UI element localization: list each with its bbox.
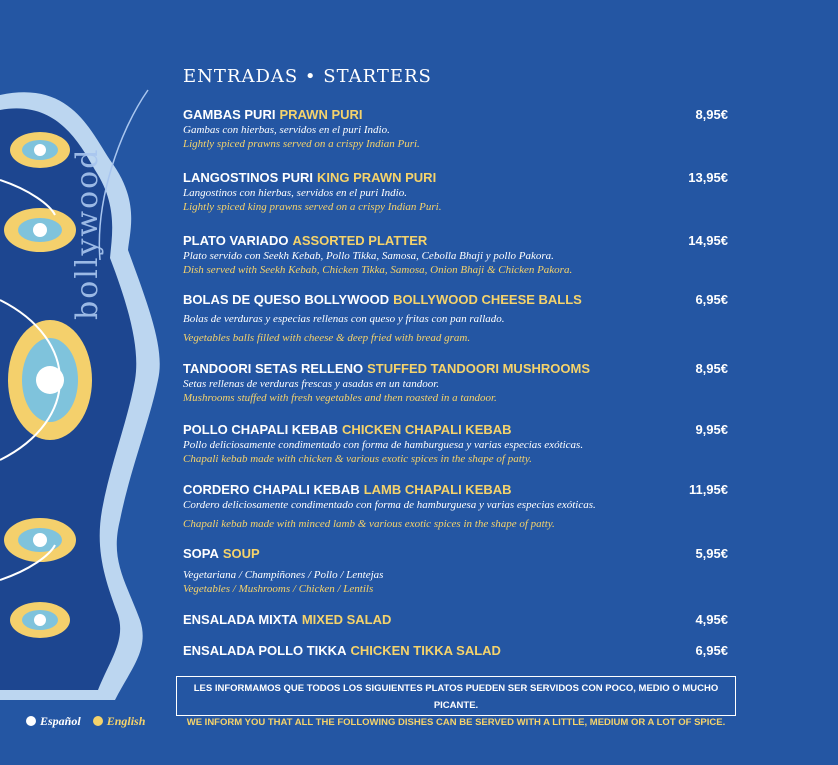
menu-item (183, 546, 728, 596)
item-desc-en: Chapali kebab made with minced lamb & various exotic spices in the shape of patty. (183, 518, 555, 530)
item-price: 13,95€ (688, 170, 728, 185)
item-price: 14,95€ (688, 233, 728, 248)
legend-spanish: Español (26, 714, 81, 729)
item-price: 9,95€ (695, 422, 728, 437)
notice-es: LES INFORMAMOS QUE TODOS LOS SIGUIENTES PLATOS PUEDEN SER SERVIDOS CON POCO, MEDIO O MUCHO PICANTE. (193, 683, 719, 711)
menu-item (183, 422, 728, 466)
item-desc-es: Cordero deliciosamente condimentado con forma de hamburguesa y varias especias exóticas. (183, 499, 596, 511)
item-desc-en: Lightly spiced king prawns served on a crispy Indian Puri. (183, 201, 442, 213)
item-desc-es: Bolas de verduras y especias rellenas con queso y fritas con pan rallado. (183, 313, 505, 325)
item-desc-es: Gambas con hierbas, servidos en el puri Indio. (183, 124, 390, 136)
item-price: 4,95€ (695, 612, 728, 627)
item-desc-es: Vegetariana / Champiñones / Pollo / Lentejas (183, 569, 384, 581)
item-name: PLATO VARIADO ASSORTED PLATTER (183, 233, 428, 248)
item-price: 6,95€ (695, 643, 728, 658)
mandala-ornament (0, 0, 170, 765)
item-desc-es: Langostinos con hierbas, servidos en el puri Indio. (183, 187, 407, 199)
item-desc-en: Vegetables / Mushrooms / Chicken / Lentils (183, 583, 374, 595)
item-desc-es: Pollo deliciosamente condimentado con forma de hamburguesa y varias especias exóticas. (183, 439, 584, 451)
menu-item (183, 292, 728, 345)
white-dot-icon (26, 716, 36, 726)
yellow-dot-icon (93, 716, 103, 726)
item-name: LANGOSTINOS PURI KING PRAWN PURI (183, 170, 437, 185)
item-name: ENSALADA POLLO TIKKA CHICKEN TIKKA SALAD (183, 643, 501, 658)
item-price: 11,95€ (688, 482, 728, 497)
notice-en: WE INFORM YOU THAT ALL THE FOLLOWING DISHES CAN BE SERVED WITH A LITTLE, MEDIUM OR A LOT OF SPICE. (186, 717, 726, 728)
menu-item (183, 643, 728, 659)
menu-item (183, 361, 728, 405)
item-price: 8,95€ (695, 361, 728, 376)
menu-item (183, 170, 728, 214)
item-name: SOPA SOUP (183, 546, 260, 561)
item-desc-en: Lightly spiced prawns served on a crispy Indian Puri. (183, 138, 420, 150)
item-desc-en: Vegetables balls filled with cheese & deep fried with bread gram. (183, 332, 471, 344)
item-price: 5,95€ (695, 546, 728, 561)
item-name: GAMBAS PURI PRAWN PURI (183, 107, 363, 122)
item-desc-en: Chapali kebab made with chicken & various exotic spices in the shape of patty. (183, 453, 532, 465)
item-desc-en: Mushrooms stuffed with fresh vegetables and then roasted in a tandoor. (183, 392, 497, 404)
item-price: 8,95€ (695, 107, 728, 122)
menu-item (183, 233, 728, 277)
language-legend (26, 714, 145, 729)
item-name: CORDERO CHAPALI KEBAB LAMB CHAPALI KEBAB (183, 482, 512, 497)
spice-notice (176, 676, 736, 728)
section-title: ENTRADAS • STARTERS (183, 66, 432, 87)
item-name: TANDOORI SETAS RELLENO STUFFED TANDOORI MUSHROOMS (183, 361, 590, 376)
item-desc-es: Plato servido con Seekh Kebab, Pollo Tikka, Samosa, Cebolla Bhaji y pollo Pakora. (183, 250, 554, 262)
item-desc-en: Dish served with Seekh Kebab, Chicken Tikka, Samosa, Onion Bhaji & Chicken Pakora. (183, 264, 573, 276)
item-name: ENSALADA MIXTA MIXED SALAD (183, 612, 392, 627)
item-desc-es: Setas rellenas de verduras frescas y asadas en un tandoor. (183, 378, 440, 390)
item-price: 6,95€ (695, 292, 728, 307)
item-name: BOLAS DE QUESO BOLLYWOOD BOLLYWOOD CHEESE BALLS (183, 292, 582, 307)
menu-item (183, 612, 728, 628)
menu-item (183, 482, 728, 531)
item-name: POLLO CHAPALI KEBAB CHICKEN CHAPALI KEBAB (183, 422, 512, 437)
legend-english: English (93, 714, 146, 729)
brand-watermark: bollywood (70, 147, 105, 320)
menu-item (183, 107, 728, 151)
